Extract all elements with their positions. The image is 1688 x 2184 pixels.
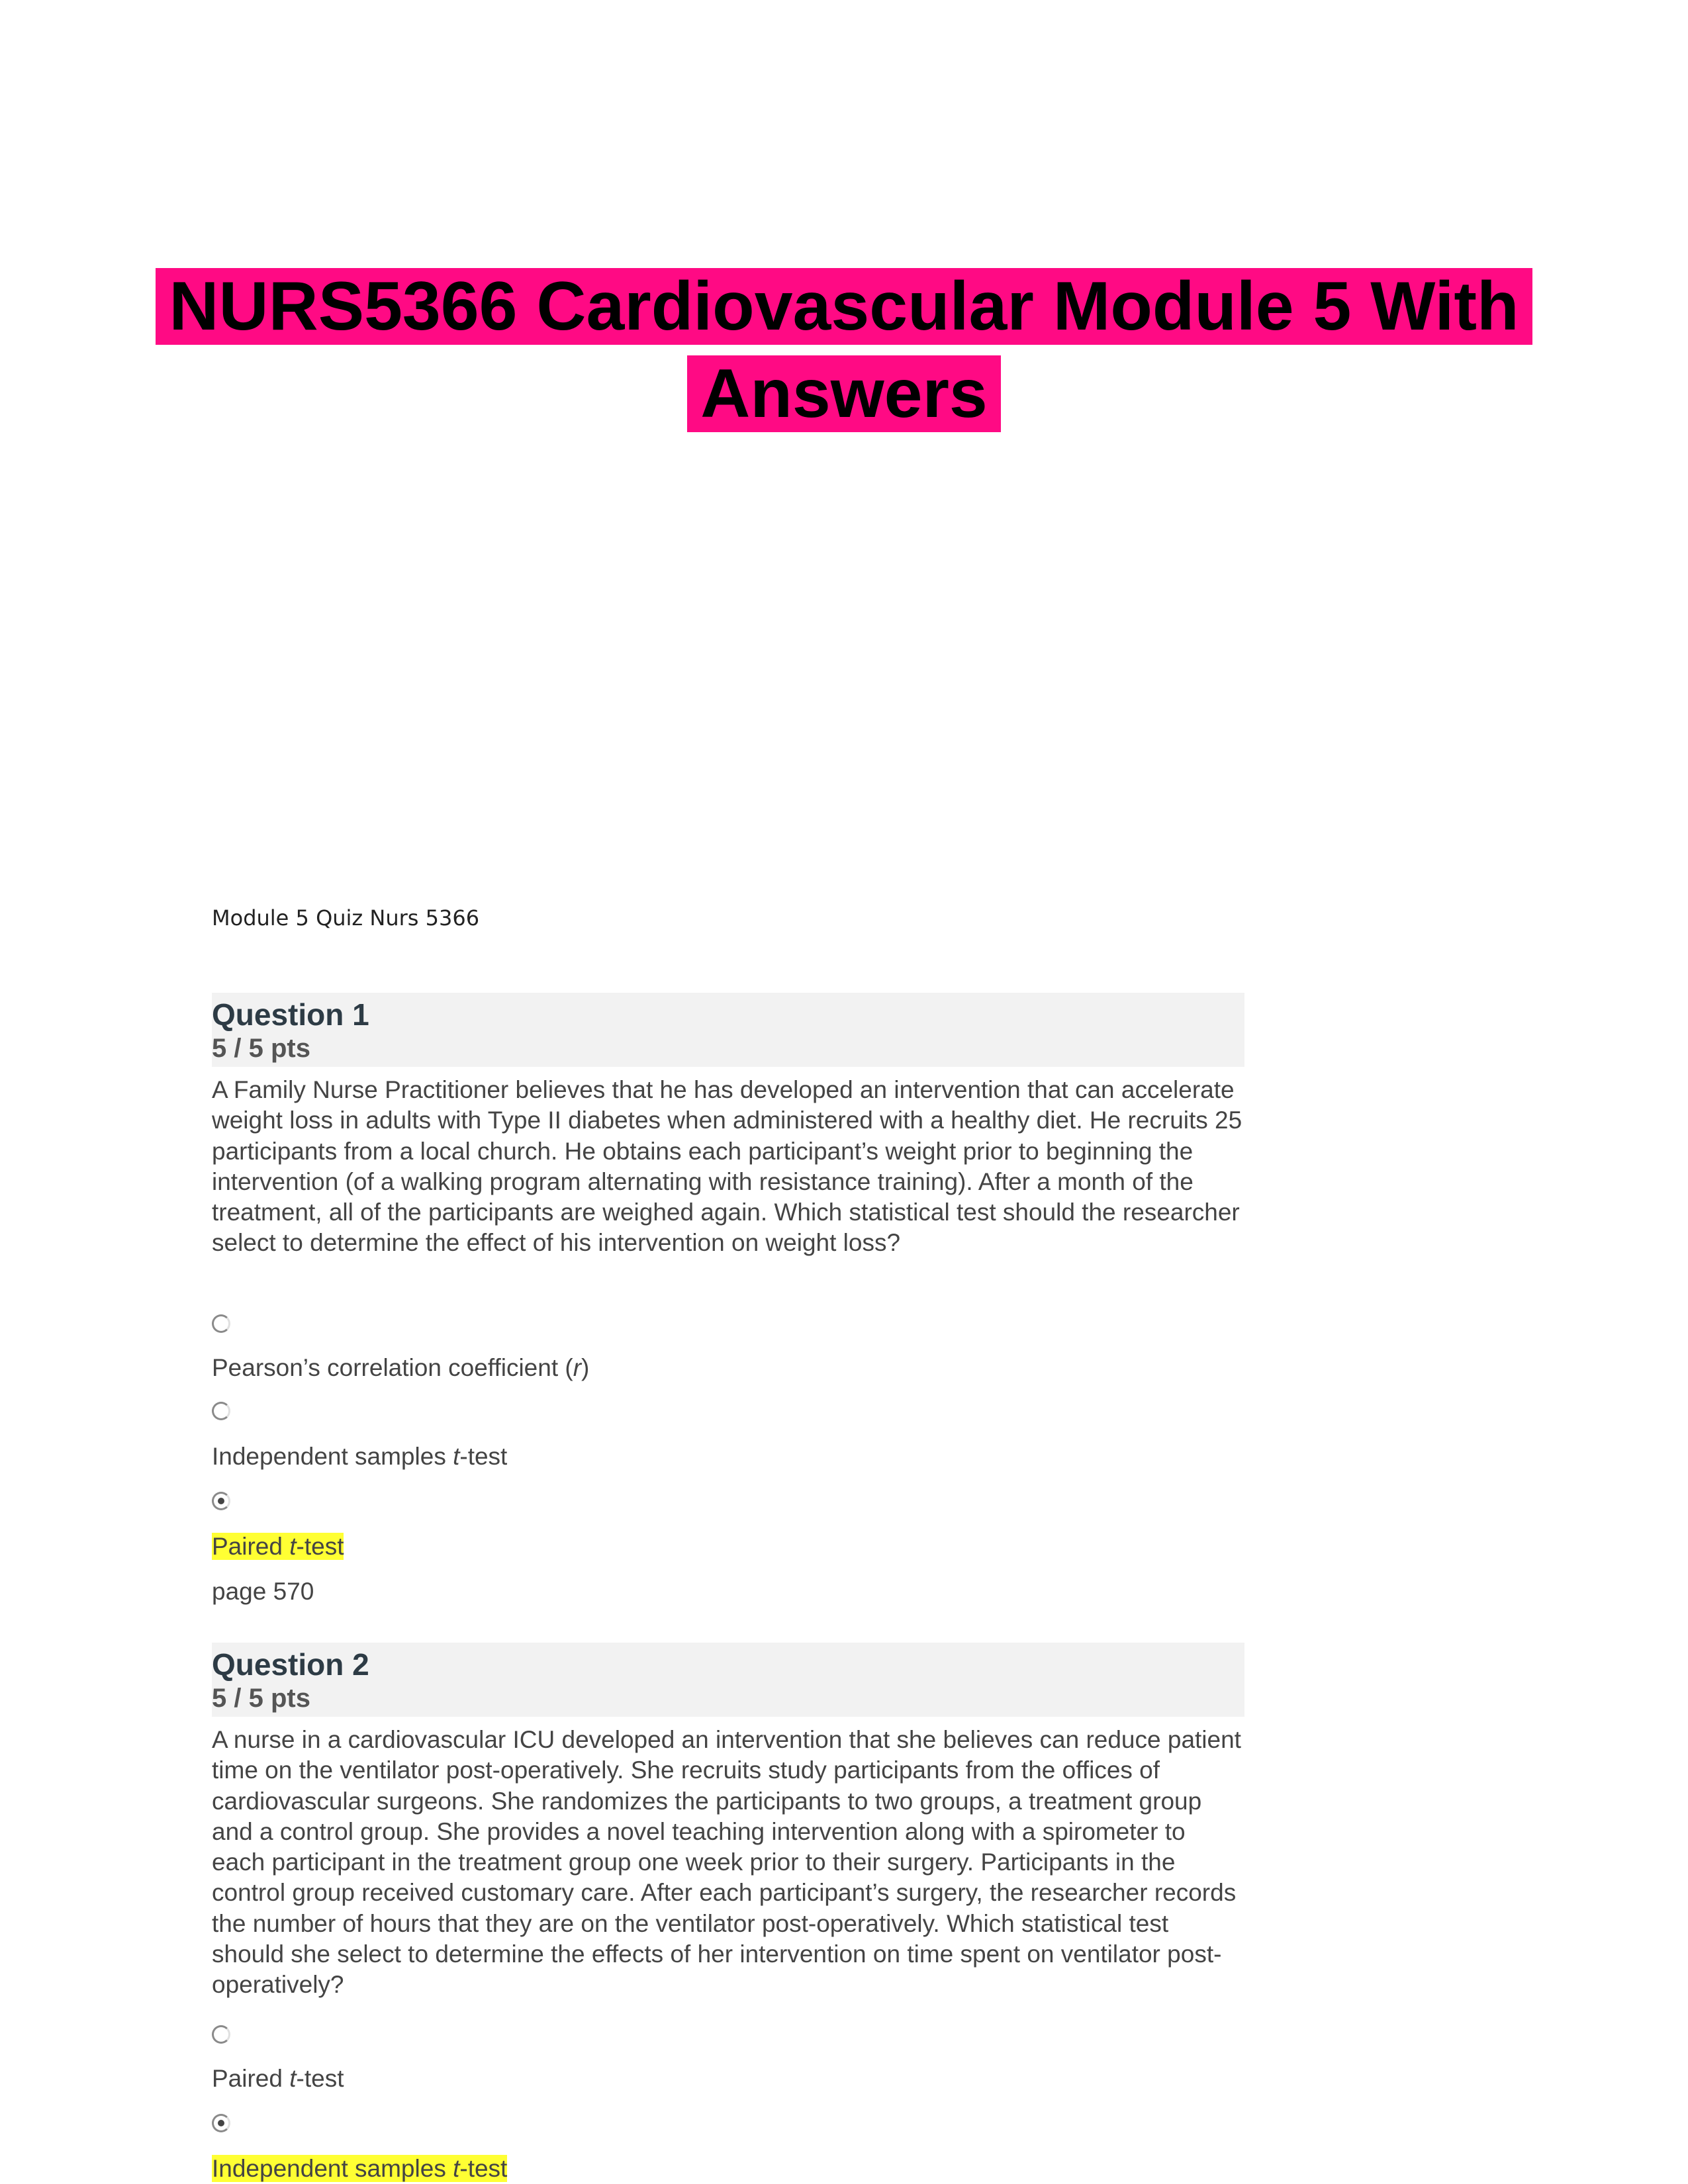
answer-option-correct: Paired t-test xyxy=(212,1533,344,1560)
radio-button[interactable] xyxy=(212,2025,230,2044)
question-2-text: A nurse in a cardiovascular ICU developed an intervention that she believes can reduce patient time on the ventilator post-operatively. She recruits study participants from the offices of cardiovascular surgeons. She randomizes the participants to two groups, a treatment group and a control group. She provides a novel teaching intervention along with a spirometer to each participant in the treatment group one week prior to their surgery. Participants in the control group received customary care. After each participant’s surgery, the researcher records the number of hours that they are on the ventilator post-operatively. Which statistical test should she select to determine the effects of her intervention on time spent on ventilator post-operatively? xyxy=(212,1726,1241,1999)
document-title-text: Answers xyxy=(687,355,1001,432)
answer-option: Paired t-test xyxy=(212,2065,344,2092)
question-title: Question 2 xyxy=(212,1647,369,1682)
page-reference: page 570 xyxy=(212,1578,314,1605)
question-points: 5 / 5 pts xyxy=(212,1034,310,1063)
quiz-subtitle: Module 5 Quiz Nurs 5366 xyxy=(212,905,480,931)
question-1-header xyxy=(212,993,1244,1067)
radio-button-selected[interactable] xyxy=(212,2114,230,2132)
answer-option: Pearson’s correlation coefficient (r) xyxy=(212,1354,590,1381)
question-points: 5 / 5 pts xyxy=(212,1684,310,1713)
question-1-text: A Family Nurse Practitioner believes that he has developed an intervention that can accelerate weight loss in adults with Type II diabetes when administered with a healthy diet. He recruits 25 participants from a local church. He obtains each participant’s weight prior to beginning the intervention (of a walking program alternating with resistance training). After a month of the treatment, all of the participants are weighed again. Which statistical test should the researcher select to determine the effect of his intervention on weight loss? xyxy=(212,1076,1243,1257)
document-title-text: NURS5366 Cardiovascular Module 5 With xyxy=(156,268,1532,345)
radio-button[interactable] xyxy=(212,1402,230,1420)
radio-button[interactable] xyxy=(212,1314,230,1333)
document-title-line-1 xyxy=(0,263,1688,349)
radio-button-selected[interactable] xyxy=(212,1492,230,1510)
document-title-line-2 xyxy=(0,351,1688,437)
answer-option-correct: Independent samples t-test xyxy=(212,2155,508,2182)
answer-option: Independent samples t-test xyxy=(212,1443,508,1470)
question-title: Question 1 xyxy=(212,997,369,1032)
question-2-header xyxy=(212,1643,1244,1717)
